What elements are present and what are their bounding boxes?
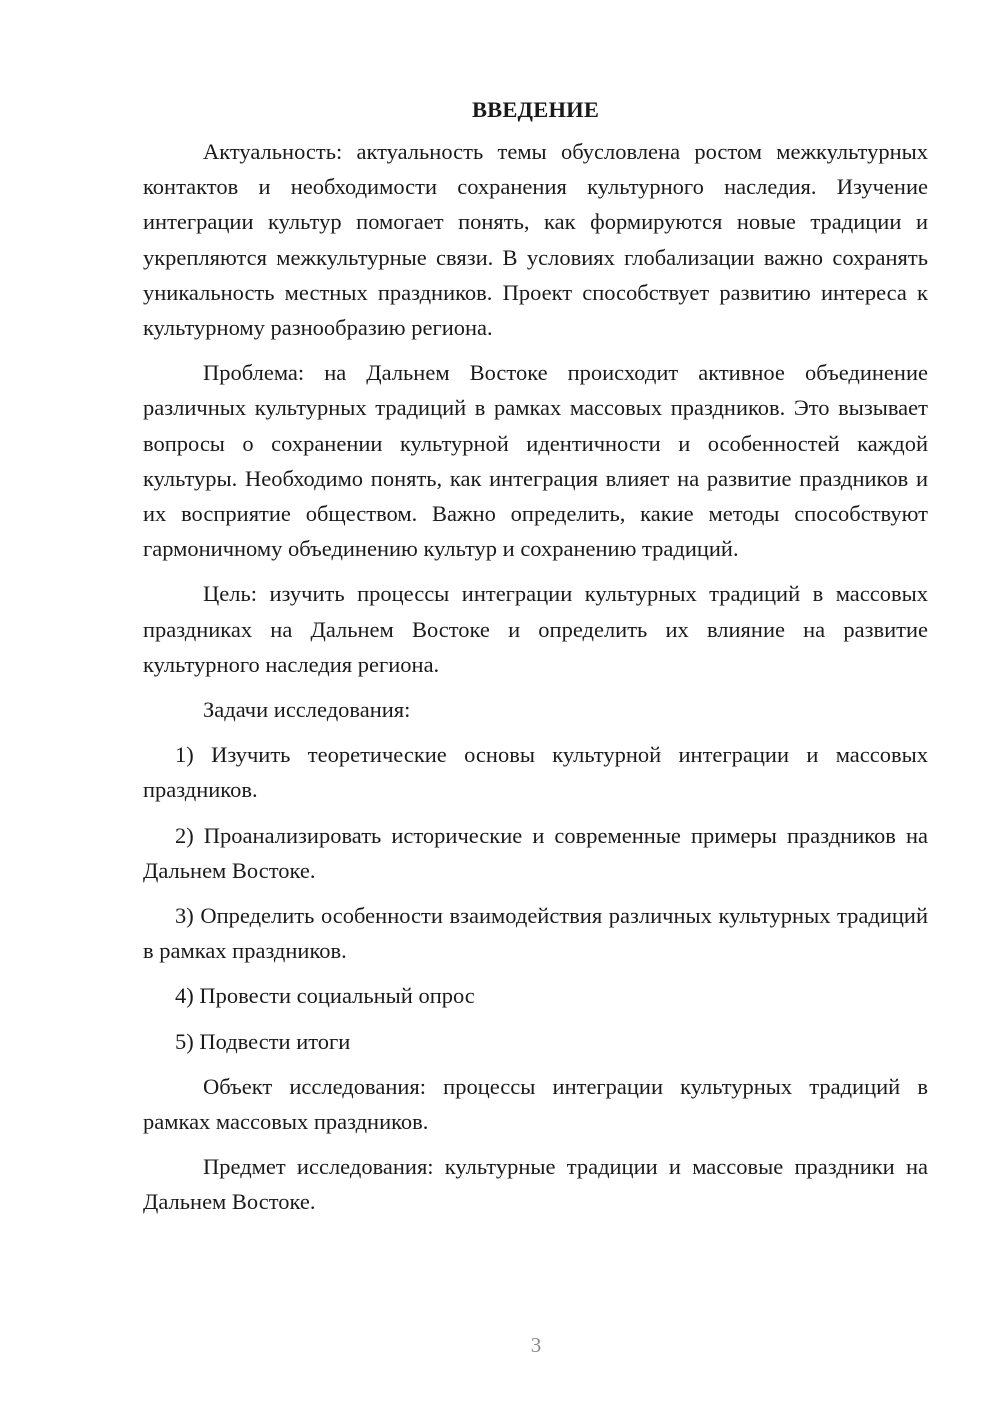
subject-paragraph: Предмет исследования: культурные традиции и массовые праздники на Дальнем Востоке. (143, 1154, 928, 1215)
task-item-5: 5) Подвести итоги (175, 1028, 351, 1054)
task-item-3: 3) Определить особенности взаимодействия различных культурных традиций в рамках праздников. (143, 903, 928, 964)
task-item-1: 1) Изучить теоретические основы культурной интеграции и массовых праздников. (143, 742, 928, 803)
problem-paragraph: Проблема: на Дальнем Востоке происходит активное объединение различных культурных традиций в рамках массовых праздников. Это вызывает вопросы о сохранении культурной идентичности и особенностей каждой культуры. Необходимо понять, как интеграция влияет на развитие праздников и их восприятие обществом. Важно определить, какие методы способствуют гармоничному объединению культур и сохранению традиций. (143, 360, 928, 562)
tasks-title: Задачи исследования: (203, 697, 411, 723)
goal-paragraph: Цель: изучить процессы интеграции культурных традиций в массовых праздниках на Дальнем Востоке и определить их влияние на развитие культурного наследия региона. (143, 581, 928, 677)
page-number: 3 (530, 1333, 542, 1357)
document-page (143, 92, 928, 1230)
relevance-paragraph: Актуальность: актуальность темы обусловлена ростом межкультурных контактов и необходимости сохранения культурного наследия. Изучение интеграции культур помогает понять, как формируются новые традиции и укрепляются межкультурные связи. В условиях глобализации важно сохранять уникальность местных праздников. Проект способствует развитию интереса к культурному разнообразию региона. (143, 139, 928, 341)
task-item-4: 4) Провести социальный опрос (175, 983, 475, 1009)
page-heading: ВВЕДЕНИЕ (471, 97, 600, 122)
task-item-2: 2) Проанализировать исторические и современные примеры праздников на Дальнем Востоке. (143, 822, 928, 883)
object-paragraph: Объект исследования: процессы интеграции культурных традиций в рамках массовых праздников. (143, 1073, 928, 1135)
